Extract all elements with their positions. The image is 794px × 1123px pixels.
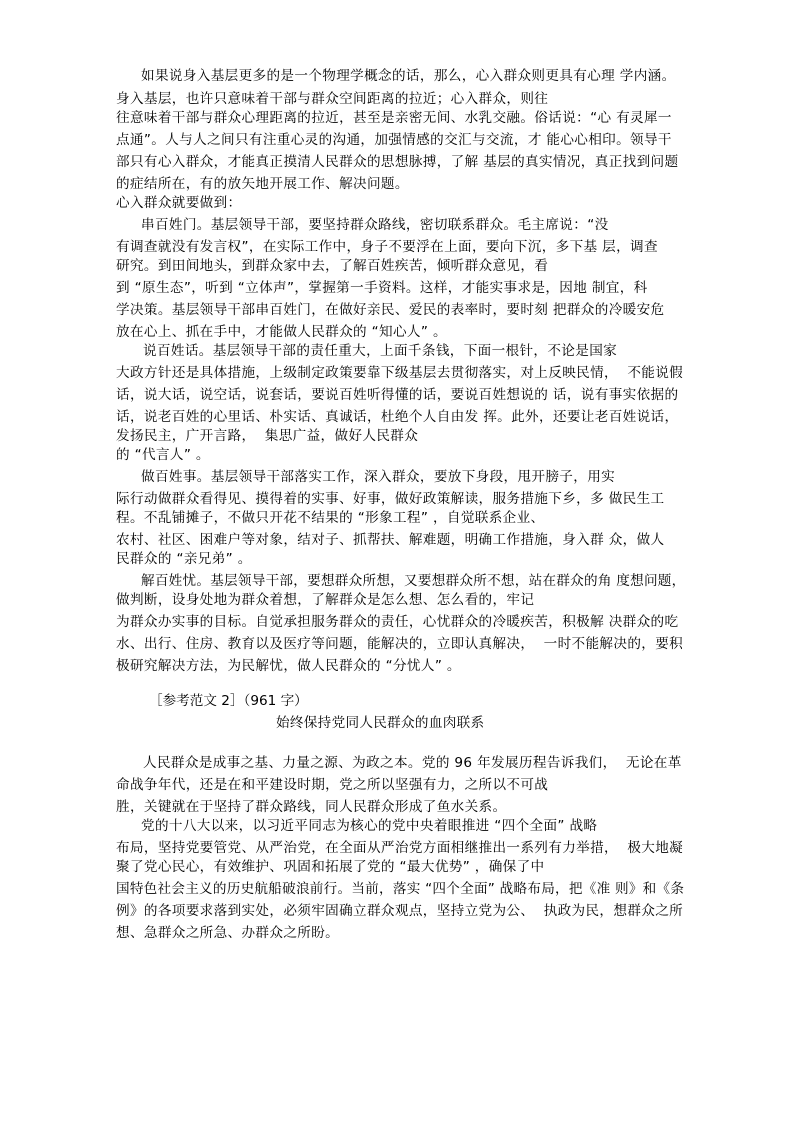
text-line: 发扬民主，广开言路， 集思广益，做好人民群众 bbox=[116, 428, 419, 444]
text-line: 为群众办实事的目标。自觉承担服务群众的责任，心忧群众的冷暖疾苦，积极解 决群众的吃 bbox=[116, 614, 679, 630]
text-line: 做判断，设身处地为群众着想，了解群众是怎么想、怎么看的，牢记 bbox=[116, 592, 535, 608]
article-title: 始终保持党同人民群众的血肉联系 bbox=[276, 715, 485, 731]
text-line: 大政方针还是具体措施，上级制定政策要靠下级基层去贯彻落实，对上反映民情， 不能说假 bbox=[116, 365, 684, 381]
text-line: 的 “代言人” 。 bbox=[116, 447, 210, 463]
text-line: 有调查就没有发言权”，在实际工作中，身子不要浮在上面，要向下沉，多下基 层，调查 bbox=[116, 239, 658, 255]
text-line: 人民群众是成事之基、力量之源、为政之本。党的 96 年发展历程告诉我们， 无论在革 bbox=[143, 755, 682, 771]
text-line: 党的十八大以来，以习近平同志为核心的党中央着眼推进 “四个全面” 战略 bbox=[141, 818, 598, 834]
text-line: 往意味着干部与群众心理距离的拉近，甚至是亲密无间、水乳交融。俗话说：“心 有灵犀一 bbox=[116, 110, 672, 126]
text-line: 胜，关键就在于坚持了群众路线，同人民群众形成了鱼水关系。 bbox=[116, 799, 507, 815]
reference-label: ［参考范文 2］（961 字） bbox=[149, 693, 308, 709]
text-line: 民群众的 “亲兄弟” 。 bbox=[116, 551, 252, 567]
text-line: 命战争年代，还是在和平建设时期，党之所以坚强有力，之所以不可战 bbox=[116, 777, 549, 793]
text-line: 到 “原生态”，听到 “立体声”，掌握第一手资料。这样，才能实事求是，因地 制宜，科 bbox=[116, 280, 648, 296]
text-line: 学决策。基层领导干部串百姓门，在做好亲民、爱民的表率时，要时刻 把群众的冷暖安危 bbox=[116, 302, 665, 318]
text-line: 话，说大话，说空话，说套话，要说百姓听得懂的话，要说百姓想说的 话，说有事实依据的 bbox=[116, 387, 679, 403]
text-line: 身入基层，也许只意味着干部与群众空间距离的拉近；心入群众，则往 bbox=[116, 91, 549, 107]
text-line: 说百姓话。基层领导干部的责任重大，上面千条钱，下面一根针，不论是国家 bbox=[143, 343, 618, 359]
text-line: 的症结所在，有的放矢地开展工作、解决问题。 bbox=[116, 176, 409, 192]
text-line: 放在心上、抓在手中，才能做人民群众的 “知心人” 。 bbox=[116, 324, 447, 340]
text-line: 如果说身入基层更多的是一个物理学概念的话，那么，心入群众则更具有心理 学内涵。 bbox=[141, 68, 676, 84]
text-line: 程。不乱铺摊子，不做只开花不结果的 “形象工程” ，自觉联系企业、 bbox=[116, 510, 545, 526]
text-line: 布局，坚持党要管党、从严治党，在全面从严治党方面相继推出一系列有力举措， 极大地凝 bbox=[116, 840, 684, 856]
text-line: 聚了党心民心，有效维护、巩固和拓展了党的 “最大优势” ，确保了中 bbox=[116, 859, 545, 875]
text-line: 极研究解决方法，为民解忧，做人民群众的 “分忧人” 。 bbox=[116, 658, 461, 674]
text-line: 心入群众就要做到： bbox=[116, 195, 242, 211]
text-line: 部只有心入群众，才能真正摸清人民群众的思想脉搏，了解 基层的真实情况，真正找到问题 bbox=[116, 154, 679, 170]
text-line: 研究。到田间地头，到群众家中去，了解百姓疾苦，倾听群众意见，看 bbox=[116, 258, 549, 274]
text-line: 例》的各项要求落到实处，必须牢固确立群众观点，坚持立党为公、 执政为民，想群众之所 bbox=[116, 903, 684, 919]
text-line: 水、出行、住房、教育以及医疗等问题，能解决的，立即认真解决， 一时不能解决的，要积 bbox=[116, 636, 684, 652]
text-line: 做百姓事。基层领导干部落实工作，深入群众，要放下身段，甩开膀子，用实 bbox=[141, 469, 616, 485]
text-line: 解百姓忧。基层领导干部，要想群众所想，又要想群众所不想，站在群众的角 度想问题， bbox=[141, 573, 686, 589]
text-line: 国特色社会主义的历史航船破浪前行。当前，落实 “四个全面” 战略布局，把《准 则》和《条 bbox=[116, 881, 685, 897]
text-line: 际行动做群众看得见、摸得着的实事、好事，做好政策解读，服务措施下乡，多 做民生工 bbox=[116, 491, 665, 507]
text-line: 农村、社区、困难户等对象，结对子、抓帮扶、解难题，明确工作措施，身入群 众，做人 bbox=[116, 532, 665, 548]
text-line: 想、急群众之所急、办群众之所盼。 bbox=[116, 925, 340, 941]
text-line: 串百姓门。基层领导干部，要坚持群众路线，密切联系群众。毛主席说：“没 bbox=[141, 217, 609, 233]
text-line: 点通”。人与人之间只有注重心灵的沟通，加强情感的交汇与交流，才 能心心相印。领导干 bbox=[116, 132, 672, 148]
text-line: 话，说老百姓的心里话、朴实话、真诚话，杜绝个人自由发 挥。此外，还要让老百姓说话， bbox=[116, 409, 679, 425]
